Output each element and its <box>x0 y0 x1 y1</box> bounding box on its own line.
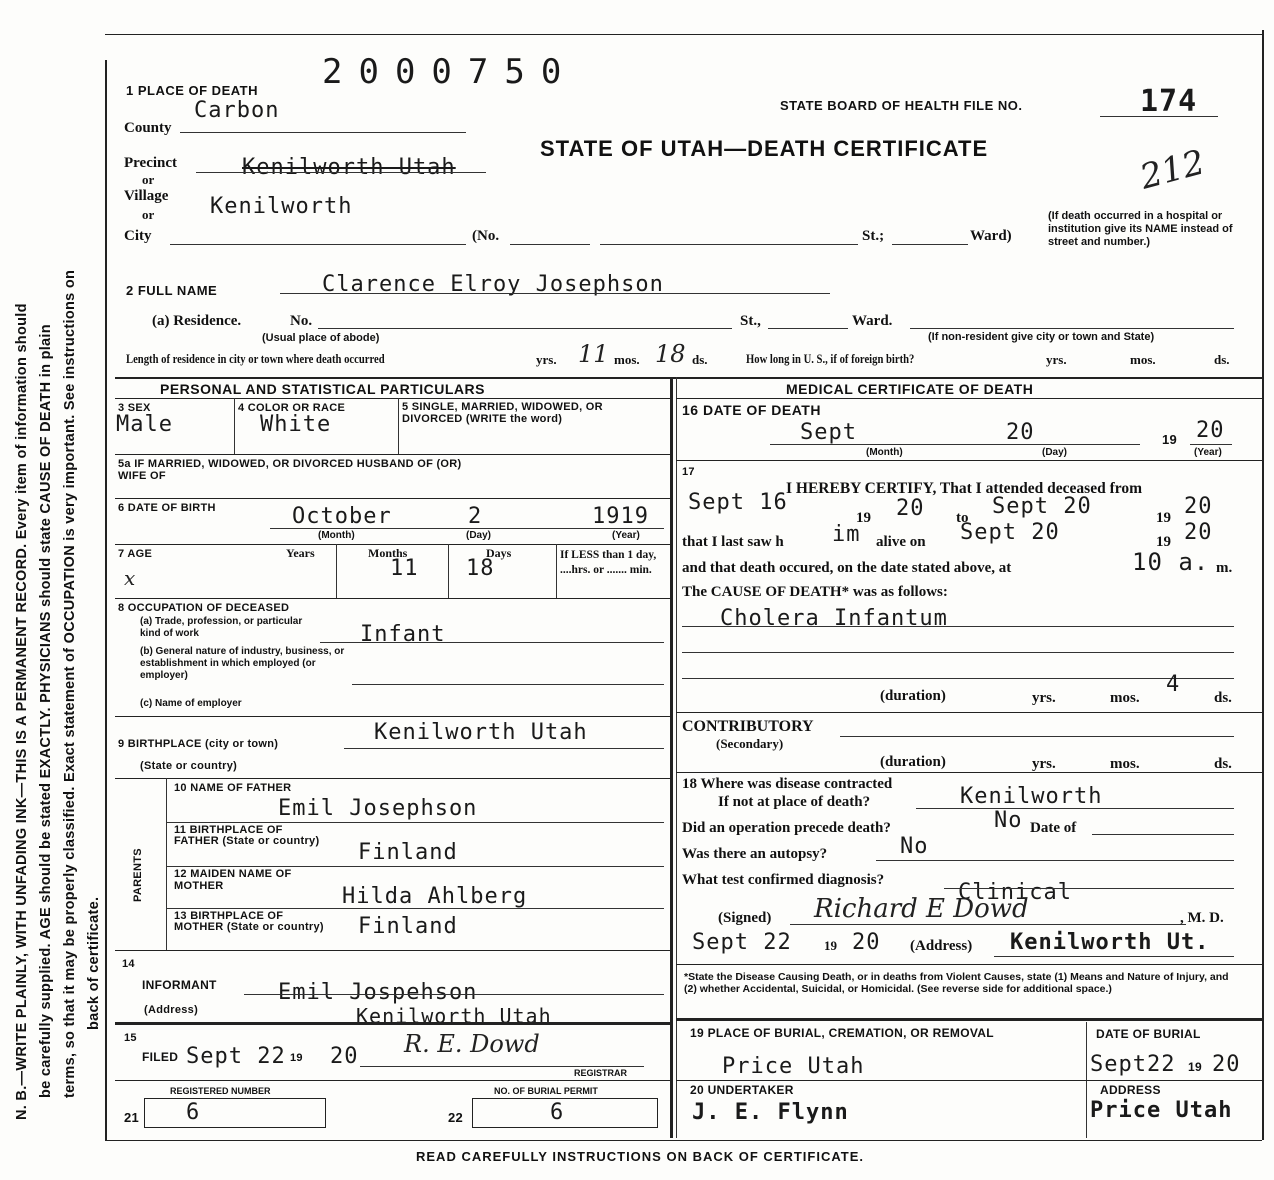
burial-permit-box <box>472 1098 658 1128</box>
certificate-title: STATE OF UTAH—DEATH CERTIFICATE <box>540 136 989 161</box>
full-name-label: 2 FULL NAME <box>126 283 218 298</box>
village-label: Village <box>124 188 169 204</box>
physician-signature: Richard E Dowd <box>814 894 1029 924</box>
personal-heading: PERSONAL AND STATISTICAL PARTICULARS <box>160 381 485 397</box>
autopsy-value: No <box>900 834 929 859</box>
mother-birthplace: Finland <box>358 914 458 939</box>
footnote: *State the Disease Causing Death, or in deaths from Violent Causes, state (1) Means and Nature of Injury, and (2) whether Accidental, Suicidal, or Homicidal. (See reverse side for additional space.) <box>684 971 1229 995</box>
registrar-signature: R. E. Dowd <box>404 1030 540 1058</box>
filed-date: Sept 22 <box>186 1044 286 1069</box>
bottom-border <box>105 1140 1262 1141</box>
filed-year: 20 <box>330 1044 359 1069</box>
burial-year: 20 <box>1212 1052 1241 1077</box>
death-year: 20 <box>1196 418 1225 443</box>
full-name-value: Clarence Elroy Josephson <box>322 272 664 297</box>
registered-number-box <box>144 1098 326 1128</box>
last-saw-him: im <box>832 522 861 547</box>
race-value: White <box>260 412 332 437</box>
from-year: 20 <box>896 496 925 521</box>
precinct-value: Kenilworth Utah <box>242 155 456 180</box>
age-days: 18 <box>466 556 495 581</box>
hospital-note: (If death occurred in a hospital or institution give its NAME instead of street and number.) <box>1048 210 1233 248</box>
father-birthplace: Finland <box>358 840 458 865</box>
residence-length-label: Length of residence in city or town where death occurred <box>126 352 385 366</box>
handwritten-number: 212 <box>1135 142 1209 198</box>
village-value: Kenilworth <box>210 194 353 219</box>
burial-permit-number: 6 <box>550 1100 565 1125</box>
county-value: Carbon <box>194 98 280 123</box>
side-note-line4: back of certificate. <box>86 896 102 1030</box>
stamp-number: 2000750 <box>322 52 578 92</box>
birthplace-value: Kenilworth Utah <box>374 720 588 745</box>
age-months: 11 <box>390 556 419 581</box>
dob-month: October <box>292 504 392 529</box>
dob-year: 1919 <box>592 504 649 529</box>
side-note-line2: be carefully supplied. AGE should be stated EXACTLY. PHYSICIANS should state CAUSE OF DEATH in plain <box>38 324 54 1098</box>
file-number: 174 <box>1140 84 1198 119</box>
center-divider <box>670 377 673 1138</box>
last-seen-date: Sept 20 <box>960 520 1060 545</box>
city-label: City <box>124 228 152 244</box>
top-border <box>105 34 1262 35</box>
side-note-line3: terms, so that it may be properly classified. Exact statement of OCCUPATION is very important. See instructions on <box>62 269 78 1098</box>
physician-address: Kenilworth Ut. <box>1010 930 1210 955</box>
parents-label: PARENTS <box>132 848 144 902</box>
right-border <box>1262 30 1264 1140</box>
undertaker-address: Price Utah <box>1090 1098 1233 1123</box>
side-note-line1: N. B.—WRITE PLAINLY, WITH UNFADING INK—THIS IS A PERMANENT RECORD. Every item of information should <box>14 303 30 1120</box>
undertaker-name: J. E. Flynn <box>692 1100 849 1125</box>
age-years: x <box>124 566 136 590</box>
to-year: 20 <box>1184 494 1213 519</box>
left-border <box>105 60 107 1140</box>
certify-text: I HEREBY CERTIFY, That I attended deceased from <box>786 480 1142 497</box>
operation-value: No <box>994 808 1023 833</box>
test-value: Clinical <box>958 880 1072 905</box>
cause-of-death: Cholera Infantum <box>720 606 948 631</box>
father-name: Emil Josephson <box>278 796 478 821</box>
residence-label: (a) Residence. <box>152 313 242 329</box>
medical-heading: MEDICAL CERTIFICATE OF DEATH <box>786 381 1034 397</box>
foreign-label: How long in U. S., if of foreign birth? <box>746 352 915 366</box>
death-time: 10 a. <box>1132 548 1210 576</box>
occupation-value: Infant <box>360 622 446 647</box>
place-of-death-label: 1 PLACE OF DEATH <box>126 83 258 98</box>
sex-value: Male <box>116 412 173 437</box>
file-label: STATE BOARD OF HEALTH FILE NO. <box>780 98 1023 113</box>
burial-place: Price Utah <box>722 1054 865 1079</box>
residence-months: 18 <box>655 340 686 368</box>
mother-name: Hilda Ahlberg <box>342 884 528 909</box>
residence-years: 11 <box>578 340 609 368</box>
death-certificate: N. B.—WRITE PLAINLY, WITH UNFADING INK—THIS IS A PERMANENT RECORD. Every item of information should be carefully supplied. AGE should be stated EXACTLY. PHYSICIANS should state CAUSE OF DEATH in plain terms, so that it may be properly classified. Exact statement of OCCUPATION is very important. See instructions on back of certificate. 2000750 STATE BOARD OF HEALTH FILE NO. 174 212 STATE OF UTAH—DEATH CERTIFICATE 1 PLACE OF DEATH Carbon County Precinct Kenilworth Utah or Village Kenilworth or City (No. St.; Ward) (If death occurred in a hospital or institution give its NAME instead of street and number.) 2 FULL NAME Clarence Elroy Josephson (a) Residence. No. St., Ward. (Usual place of abode) (If non-resident give city or town and State) Length of residence in city or town where death occurred yrs. 11 mos. 18 ds. How long in U. S., if of foreign birth? yrs. mos. ds. PERSONAL AND STATISTICAL PARTICULARS 3 SEX Male 4 COLOR OR RACE White 5 SINGLE, MARRIED, WIDOWED, OR DIVORCED (WRITE the word) 5a IF MARRIED, WIDOWED, OR DIVORCED HUSBAND OF (OR) WIFE OF 6 DATE OF BIRTH October 2 1919 (Month) (Day) (Year) 7 AGE Years x Months 11 Days 18 If LESS than 1 day, ....hrs. or ....... min. 8 OCCUPATION OF DECEASED (a) Trade, profession, or particular kind of work Infant (b) General nature of industry, business, or establishment in which employed (or employer) (c) Name of employer 9 BIRTHPLACE (city or town) Kenilworth Utah (State or country) PARENTS 10 NAME OF FATHER Emil Josephson 11 BIRTHPLACE OF FATHER (State or country) Finland 12 MAIDEN NAME OF MOTHER Hilda Ahlberg 13 BIRTHPLACE OF MOTHER (State or country) Finland 14 INFORMANT Emil Jospehson (Address) Kenilworth Utah 15 FILED Sept 22 19 20 R. E. Dowd REGISTRAR REGISTERED NUMBER 21 6 NO. OF BURIAL PERMIT 22 6 MEDICAL CERTIFICATE OF DEATH 16 DATE OF DEATH Sept 20 19 20 (Month) (Day) (Year) 17 Sept 16 I HEREBY CERTIFY, That I attended deceased from 19 20 to Sept 20 19 20 that I last saw h im alive on Sept 20 19 20 and that death occured, on the date stated above, at 10 a. m. The CAUSE OF DEATH* was as follows: Cholera Infantum (duration) yrs. mos. 4 ds. CONTRIBUTORY (Secondary) (duration) yrs. mos. ds. 18 Where was disease contracted If not at place of death? Kenilworth Did an operation precede death? No Date of Was there an autopsy? No What test confirmed diagnosis? Clinical (Signed) Richard E Dowd , M. D. Sept 22 19 20 (Address) Kenilworth Ut. *State the Disease Causing Death, or in deaths from Violent Causes, state (1) Means and Nature of Injury, and (2) whether Accidental, Suicidal, or Homicidal. (See reverse side for additional space.) 19 PLACE OF BURIAL, CREMATION, OR REMOVAL Price Utah DATE OF BURIAL Sept22 19 20 20 UNDERTAKER J. E. Flynn ADDRESS Price Utah READ CAREFULLY INSTRUCTIONS ON BACK OF CERTIFICATE. <box>0 0 1274 1180</box>
cause-duration-days: 4 <box>1166 672 1181 697</box>
informant-address: Kenilworth Utah <box>356 1004 552 1028</box>
death-month: Sept <box>800 420 857 445</box>
signed-date: Sept 22 <box>692 930 792 955</box>
informant-name: Emil Jospehson <box>278 980 478 1005</box>
dob-day: 2 <box>468 504 483 529</box>
precinct-label: Precinct <box>124 155 178 171</box>
footer-note: READ CAREFULLY INSTRUCTIONS ON BACK OF CERTIFICATE. <box>416 1149 864 1164</box>
attended-to: Sept 20 <box>992 494 1092 519</box>
burial-date: Sept22 <box>1090 1052 1176 1077</box>
registered-number: 6 <box>186 1100 201 1125</box>
last-seen-year: 20 <box>1184 520 1213 545</box>
contracted-place: Kenilworth <box>960 784 1103 809</box>
attended-from: Sept 16 <box>688 490 788 515</box>
signed-year: 20 <box>852 930 881 955</box>
death-day: 20 <box>1006 420 1035 445</box>
county-label: County <box>124 120 172 136</box>
